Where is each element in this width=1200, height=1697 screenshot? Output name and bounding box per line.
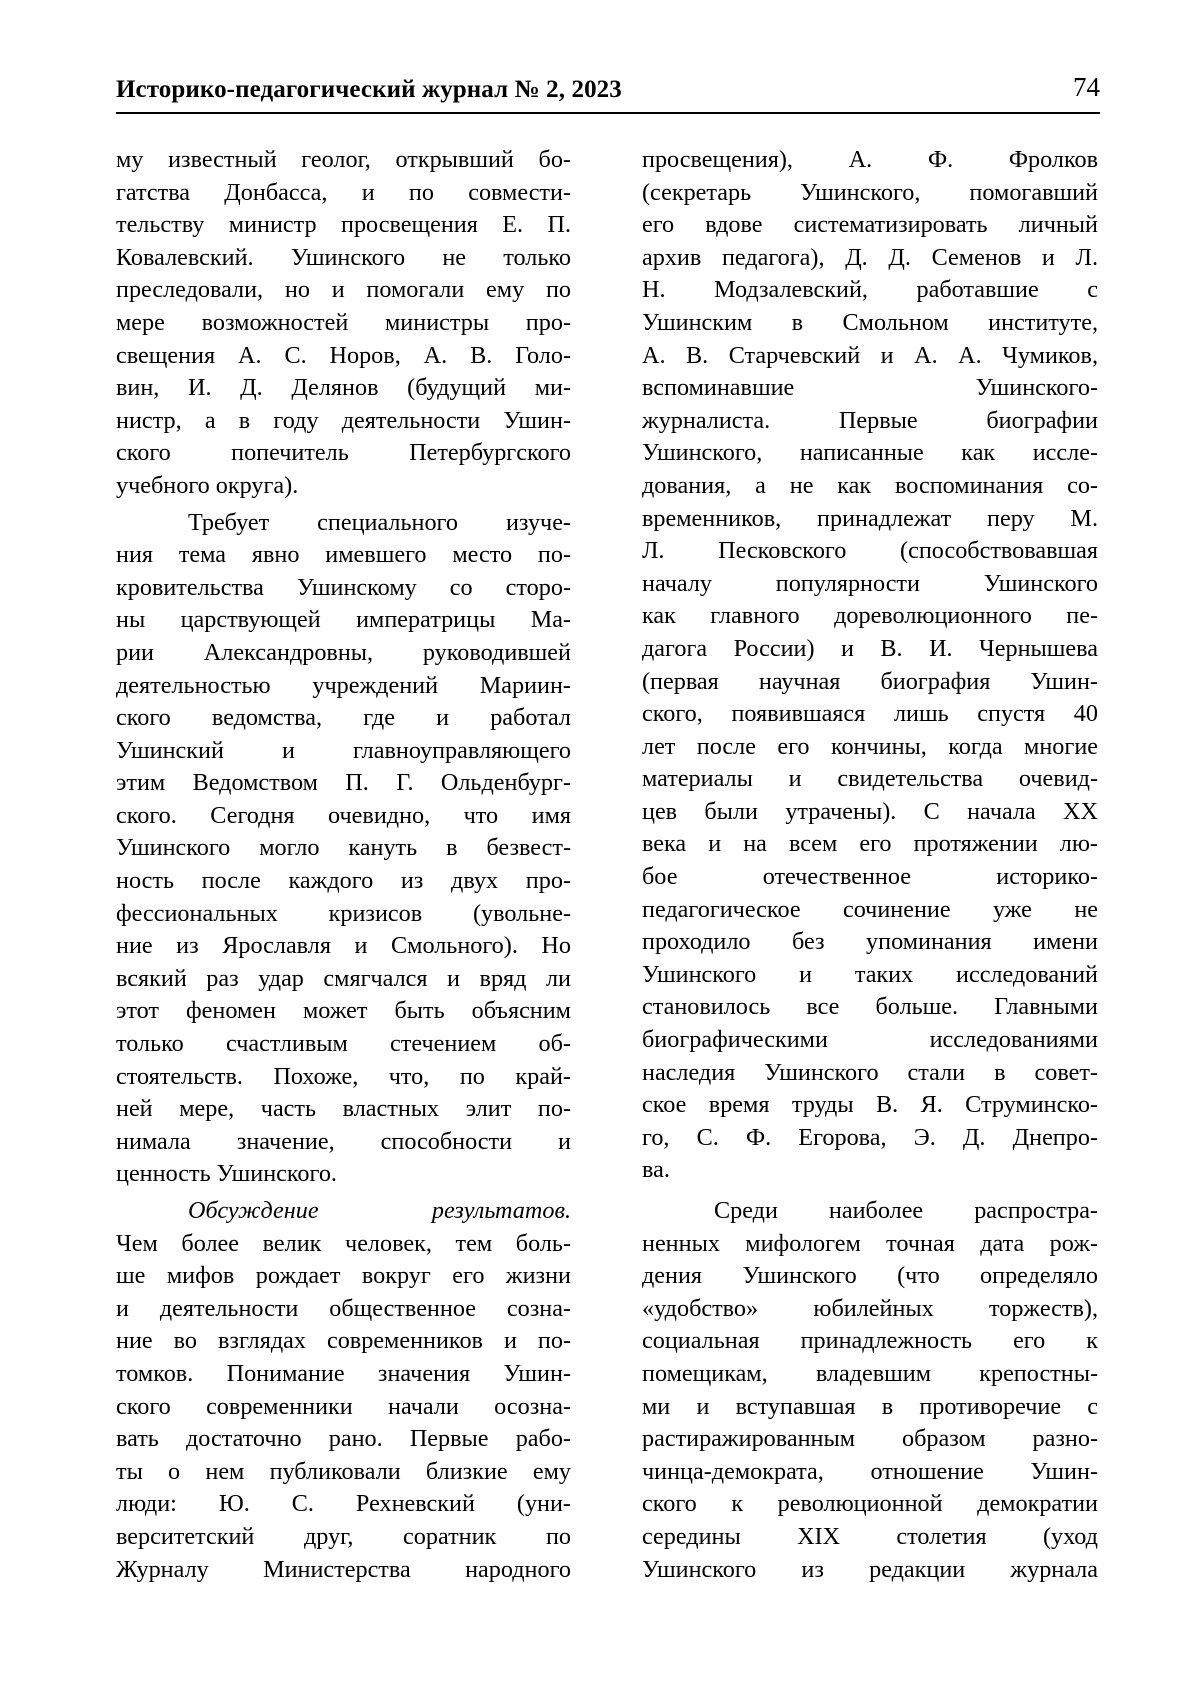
text-line: ше мифов рождает вокруг его жизни xyxy=(116,1262,571,1290)
text-line: Ушинского, написанные как иссле- xyxy=(642,439,1098,467)
text-line: помещикам, владевшим крепостны- xyxy=(642,1359,1098,1387)
text-line: лет после его кончины, когда многие xyxy=(642,732,1098,760)
text-line: нимала значение, способности и xyxy=(116,1127,571,1155)
text-line: ского, появившаяся лишь спустя 40 xyxy=(642,700,1098,728)
text-line: деятельностью учреждений Мариин- xyxy=(116,671,571,699)
page-header xyxy=(116,72,1100,114)
text-line: ского попечитель Петербургского xyxy=(116,439,571,467)
text-line: ние из Ярославля и Смольного). Но xyxy=(116,932,571,960)
paragraph xyxy=(642,144,1098,1187)
text-line: ми и вступавшая в противоречие с xyxy=(642,1392,1098,1420)
text-line: архив педагога), Д. Д. Семенов и Л. xyxy=(642,243,1098,271)
text-line: проходило без упоминания имени xyxy=(642,928,1098,956)
text-line: ненных мифологем точная дата рож- xyxy=(642,1229,1098,1257)
text-line: Ушинского могло кануть в безвест- xyxy=(116,834,571,862)
text-line: А. В. Старчевский и А. А. Чумиков, xyxy=(642,341,1098,369)
journal-title: Историко-педагогический журнал № 2, 2023 xyxy=(116,76,622,103)
text-line: материалы и свидетельства очевид- xyxy=(642,765,1098,793)
text-line: просвещения), А. Ф. Фролков xyxy=(642,146,1098,173)
text-line: «удобство» юбилейных торжеств), xyxy=(642,1294,1098,1322)
text-line: преследовали, но и помогали ему по xyxy=(116,276,571,304)
text-line: началу популярности Ушинского xyxy=(642,569,1098,597)
text-line: кровительства Ушинскому со сторо- xyxy=(116,573,571,601)
section-heading: Обсуждение результатов. xyxy=(188,1197,571,1224)
text-line: ценность Ушинского. xyxy=(116,1160,337,1188)
text-line: люди: Ю. С. Рехневский (уни- xyxy=(116,1490,571,1518)
text-line: свещения А. С. Норов, А. В. Голо- xyxy=(116,341,571,369)
text-line: мере возможностей министры про- xyxy=(116,308,571,336)
text-line: бое отечественное историко- xyxy=(642,863,1098,891)
right-column xyxy=(642,144,1098,1586)
text-line: ского. Сегодня очевидно, что имя xyxy=(116,801,571,829)
text-line: социальная принадлежность его к xyxy=(642,1327,1098,1355)
text-line: становилось все больше. Главными xyxy=(642,993,1098,1021)
paragraph xyxy=(116,1195,571,1586)
text-line: педагогическое сочинение уже не xyxy=(642,895,1098,923)
text-line: ты о нем публиковали близкие ему xyxy=(116,1457,571,1485)
text-line: этим Ведомством П. Г. Ольденбург- xyxy=(116,769,571,797)
text-line: чинца-демократа, отношение Ушин- xyxy=(642,1457,1098,1485)
text-line: учебного округа). xyxy=(116,471,299,499)
text-line: Л. Песковского (способствовавшая xyxy=(642,537,1098,565)
text-line: века и на всем его протяжении лю- xyxy=(642,830,1098,858)
text-line: гатства Донбасса, и по совмести- xyxy=(116,178,571,206)
text-line: ского к революционной демократии xyxy=(642,1490,1098,1518)
text-line: Ушинский и главноуправляющего xyxy=(116,736,571,764)
text-line: наследия Ушинского стали в совет- xyxy=(642,1058,1098,1086)
text-line: вспоминавшие Ушинского- xyxy=(642,374,1098,402)
text-line: дения Ушинского (что определяло xyxy=(642,1262,1098,1290)
text-line: ское время труды В. Я. Струминско- xyxy=(642,1091,1098,1119)
text-line: Ковалевский. Ушинского не только xyxy=(116,243,571,271)
text-line: ность после каждого из двух про- xyxy=(116,867,571,895)
text-line: вать достаточно рано. Первые рабо- xyxy=(116,1425,571,1453)
text-line: всякий раз удар смягчался и вряд ли xyxy=(116,964,571,992)
text-line: нистр, а в году деятельности Ушин- xyxy=(116,406,571,434)
text-line: ней мере, часть властных элит по- xyxy=(116,1095,571,1123)
text-line: фессиональных кризисов (увольне- xyxy=(116,899,571,927)
text-line: журналиста. Первые биографии xyxy=(642,406,1098,434)
text-line: му известный геолог, открывший бо- xyxy=(116,146,571,173)
text-line: только счастливым стечением об- xyxy=(116,1030,571,1058)
text-line: этот феномен может быть объясним xyxy=(116,997,571,1025)
page-number: 74 xyxy=(1073,72,1100,102)
paragraph xyxy=(116,144,571,503)
paragraph xyxy=(116,507,571,1191)
text-line: верситетский друг, соратник по xyxy=(116,1522,571,1550)
text-line: Ушинского из редакции журнала xyxy=(642,1555,1098,1583)
text-line: стоятельств. Похоже, что, по край- xyxy=(116,1062,571,1090)
text-line: (секретарь Ушинского, помогавший xyxy=(642,178,1098,206)
text-line: ны царствующей императрицы Ма- xyxy=(116,606,571,634)
text-line: ния тема явно имевшего место по- xyxy=(116,541,571,569)
text-line: временников, принадлежат перу М. xyxy=(642,504,1098,532)
text-line: ского ведомства, где и работал xyxy=(116,704,571,732)
text-line: дования, а не как воспоминания со- xyxy=(642,471,1098,499)
text-line: Чем более велик человек, тем боль- xyxy=(116,1229,571,1257)
text-line: тельству министр просвещения Е. П. xyxy=(116,211,571,239)
text-line: вин, И. Д. Делянов (будущий ми- xyxy=(116,374,571,402)
text-line: биографическими исследованиями xyxy=(642,1026,1098,1054)
text-line: ва. xyxy=(642,1156,670,1184)
text-line: Журналу Министерства народного xyxy=(116,1555,571,1583)
text-line: дагога России) и В. И. Чернышева xyxy=(642,634,1098,662)
left-column xyxy=(116,144,571,1586)
text-line: Ушинским в Смольном институте, xyxy=(642,308,1098,336)
text-line: Среди наиболее распростра- xyxy=(714,1197,1098,1224)
text-line: (первая научная биография Ушин- xyxy=(642,667,1098,695)
text-line: ского современники начали осозна- xyxy=(116,1392,571,1420)
text-line: Требует специального изуче- xyxy=(188,508,571,536)
text-line: томков. Понимание значения Ушин- xyxy=(116,1359,571,1387)
text-line: середины XIX столетия (уход xyxy=(642,1522,1098,1550)
text-line: Н. Модзалевский, работавшие с xyxy=(642,276,1098,304)
text-line: цев были утрачены). С начала XX xyxy=(642,797,1098,825)
text-line: растиражированным образом разно- xyxy=(642,1425,1098,1453)
text-line: как главного дореволюционного пе- xyxy=(642,602,1098,630)
text-line: и деятельности общественное созна- xyxy=(116,1294,571,1322)
text-line: его вдове систематизировать личный xyxy=(642,211,1098,239)
text-line: рии Александровны, руководившей xyxy=(116,638,571,666)
text-line: го, С. Ф. Егорова, Э. Д. Днепро- xyxy=(642,1123,1098,1151)
paragraph xyxy=(642,1195,1098,1586)
text-line: Ушинского и таких исследований xyxy=(642,960,1098,988)
text-line: ние во взглядах современников и по- xyxy=(116,1327,571,1355)
